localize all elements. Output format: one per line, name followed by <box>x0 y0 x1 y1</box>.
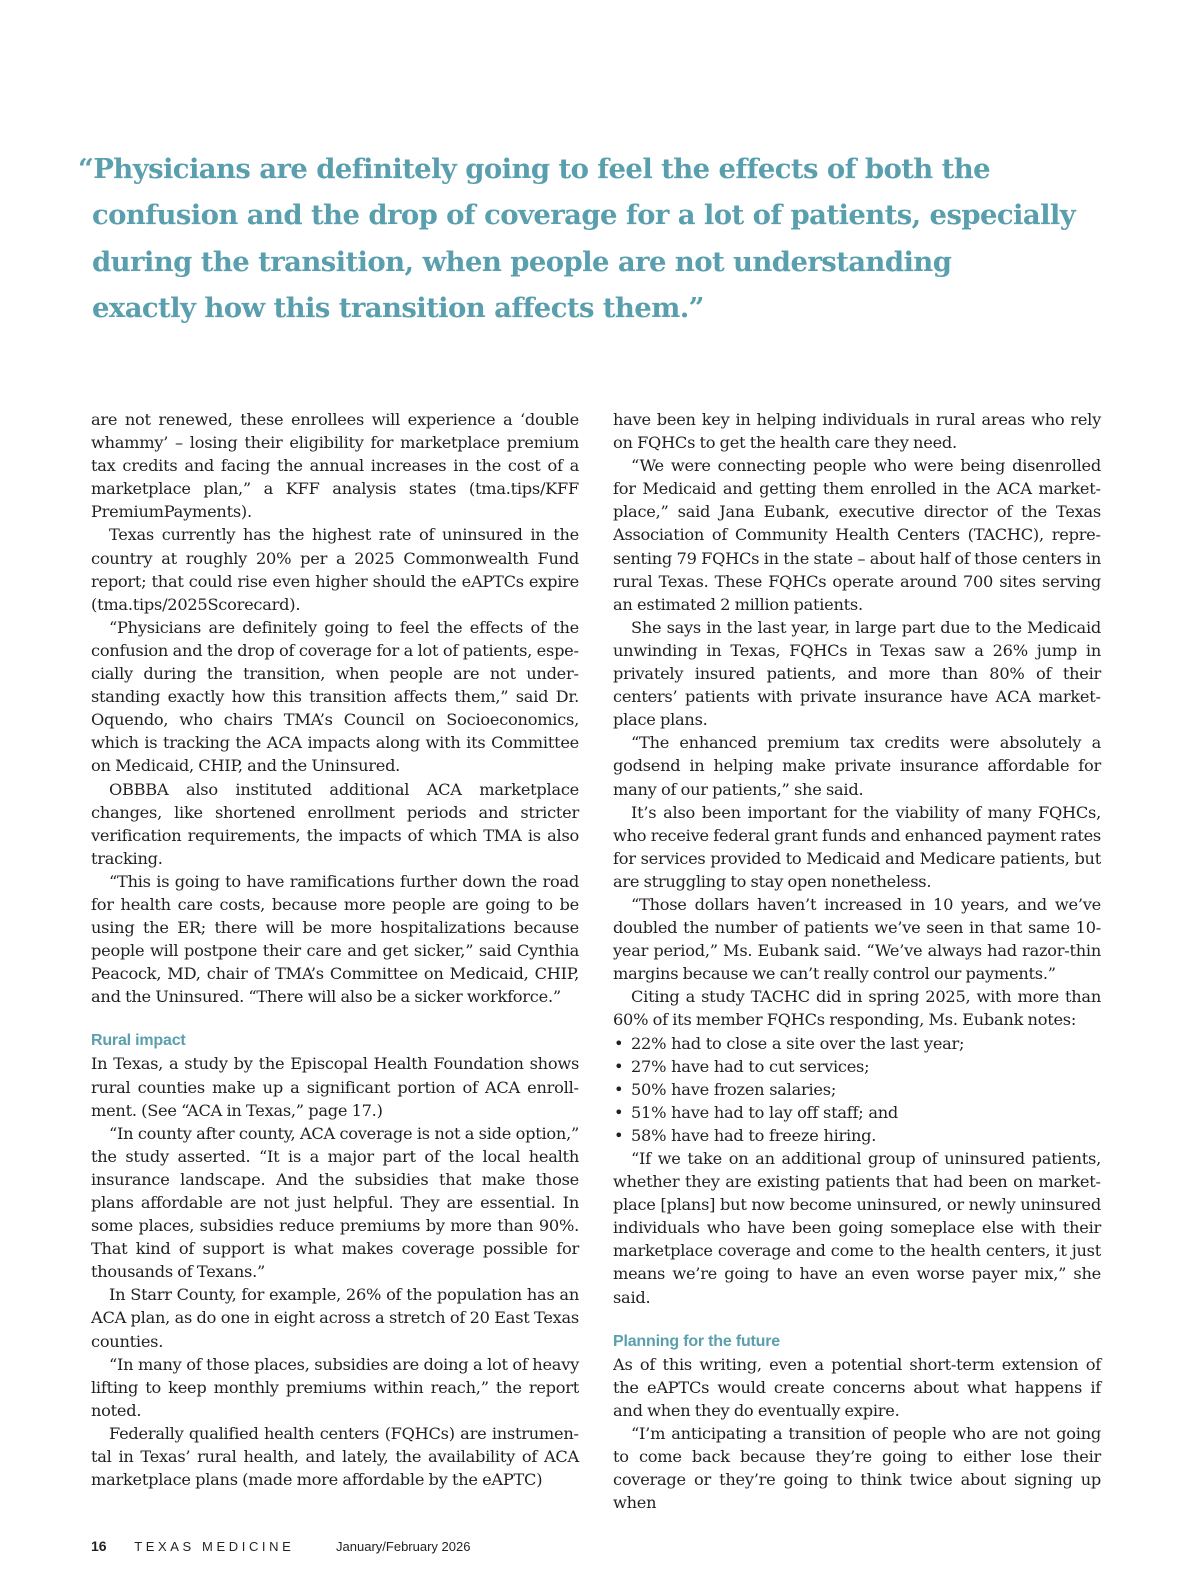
paragraph: “Physicians are definitely going to feel the effects of the confusion and the drop of coverage for a lot of patients, especially during the transition, when people are not understanding exactly how this transition affects them,” said Dr. Oquendo, who chairs TMA’s Council on Socioeconomics, which is tracking the ACA impacts along with its Committee on Medicaid, CHIP, and the Uninsured. <box>91 617 579 776</box>
paragraph: OBBBA also instituted additional ACA marketplace changes, like shortened enrollment periods and stricter verification requirements, the impacts of which TMA is also tracking. <box>91 779 579 868</box>
list-item: • 58% have had to freeze hiring. <box>613 1124 1101 1147</box>
paragraph: Citing a study TACHC did in spring 2025, with more than 60% of its member FQHCs responding, Ms. Eubank notes: <box>613 987 1101 1030</box>
paragraph: “The enhanced premium tax credits were absolutely a godsend in helping make private insurance affordable for many of our patients,” she said. <box>613 733 1101 799</box>
paragraph: It’s also been important for the viability of many FQHCs, who receive federal grant funds and enhanced payment rates for services provided to Medicaid and Medicare patients, but are struggling to stay open nonetheless. <box>613 802 1101 891</box>
pull-quote-line: “Physicians are definitely going to feel the effects of both the <box>78 153 991 185</box>
list-item: • 22% had to close a site over the last year; <box>613 1032 1101 1055</box>
section-heading-rural-impact: Rural impact <box>91 1032 186 1050</box>
section-heading-planning: Planning for the future <box>613 1332 780 1350</box>
list-item: • 51% have had to lay off staff; and <box>613 1101 1101 1124</box>
paragraph: “In county after county, ACA coverage is not a side option,” the study asserted. “It is a major part of the local health insurance landscape. And the subsidies that make those plans affordable are not just helpful. They are essential. In some places, subsidies reduce premiums by more than 90%. That kind of support is what makes coverage possible for thousands of Texans.” <box>91 1123 579 1282</box>
paragraph: “We were connecting people who were being disenrolled for Medicaid and getting them enrolled in the ACA marketplace,” said Jana Eubank, executive director of the Texas Association of Community Health Centers (TACHC), representing 79 FQHCs in the state – about half of those centers in rural Texas. These FQHCs operate around 700 sites serving an estimated 2 million patients. <box>613 456 1101 614</box>
bullet-list <box>613 1032 1101 1147</box>
paragraph: Texas currently has the highest rate of uninsured in the country at roughly 20% per a 2025 Commonwealth Fund report; that could rise even higher should the eAPTCs expire (tma.tips/2025Scorecard). <box>91 525 579 614</box>
page-footer <box>91 1538 470 1554</box>
paragraph: have been key in helping individuals in rural areas who rely on FQHCs to get the health care they need. <box>613 410 1101 453</box>
pull-quote-line: exactly how this transition affects them.” <box>92 291 704 324</box>
paragraph: “Those dollars haven’t increased in 10 years, and we’ve doubled the number of patients we’ve seen in that same 10-year period,” Ms. Eubank said. “We’ve always had razor-thin margins because we can’t really control our payments.” <box>613 894 1101 984</box>
paragraph: “If we take on an additional group of uninsured patients, whether they are existing patients that had been on marketplace [plans] but now become uninsured, or newly uninsured individuals who have been going someplace else with their marketplace coverage and come to the health centers, it just means we’re going to have an even worse payer mix,” she said. <box>613 1149 1101 1307</box>
issue-date: January/February 2026 <box>336 1539 471 1554</box>
left-column <box>91 408 579 1491</box>
pull-quote-line: during the transition, when people are not understanding <box>92 245 952 278</box>
right-column <box>613 408 1101 1514</box>
paragraph: In Texas, a study by the Episcopal Health Foundation shows rural counties make up a significant portion of ACA enrollment. (See “ACA in Texas,” page 17.) <box>91 1054 579 1120</box>
paragraph: “I’m anticipating a transition of people who are not going to come back because they’re going to either lose their coverage or they’re going to think twice about signing up when <box>613 1423 1101 1513</box>
page-number: 16 <box>91 1538 107 1554</box>
pull-quote <box>78 146 1088 331</box>
list-item: • 50% have frozen salaries; <box>613 1078 1101 1101</box>
paragraph: Federally qualified health centers (FQHCs) are instrumental in Texas’ rural health, and lately, the availability of ACA marketplace plans (made more affordable by the eAPTC) <box>91 1423 579 1490</box>
paragraph: In Starr County, for example, 26% of the population has an ACA plan, as do one in eight across a stretch of 20 East Texas counties. <box>91 1285 579 1351</box>
paragraph: “This is going to have ramifications further down the road for health care costs, because more people are going to be using the ER; there will be more hospitalizations because people will postpone their care and get sicker,” said Cynthia Peacock, MD, chair of TMA’s Committee on Medicaid, CHIP, and the Uninsured. “There will also be a sicker workforce.” <box>91 871 579 1007</box>
magazine-title: TEXAS MEDICINE <box>134 1539 295 1554</box>
paragraph: As of this writing, even a potential short-term extension of the eAPTCs would create concerns about what happens if and when they do eventually expire. <box>613 1354 1101 1420</box>
paragraph: “In many of those places, subsidies are doing a lot of heavy lifting to keep monthly premiums within reach,” the report noted. <box>91 1354 579 1420</box>
pull-quote-line: confusion and the drop of coverage for a lot of patients, especially <box>92 199 1076 232</box>
paragraph: She says in the last year, in large part due to the Medicaid unwinding in Texas, FQHCs in Texas saw a 26% jump in privately insured patients, and more than 80% of their centers’ patients with private insurance have ACA marketplace plans. <box>613 617 1101 730</box>
paragraph: are not renewed, these enrollees will experience a ‘double whammy’ – losing their eligibility for marketplace premium tax credits and facing the annual increases in the cost of a marketplace plan,” a KFF analysis states (tma.tips/KFF PremiumPayments). <box>91 410 579 522</box>
list-item: • 27% have had to cut services; <box>613 1055 1101 1078</box>
